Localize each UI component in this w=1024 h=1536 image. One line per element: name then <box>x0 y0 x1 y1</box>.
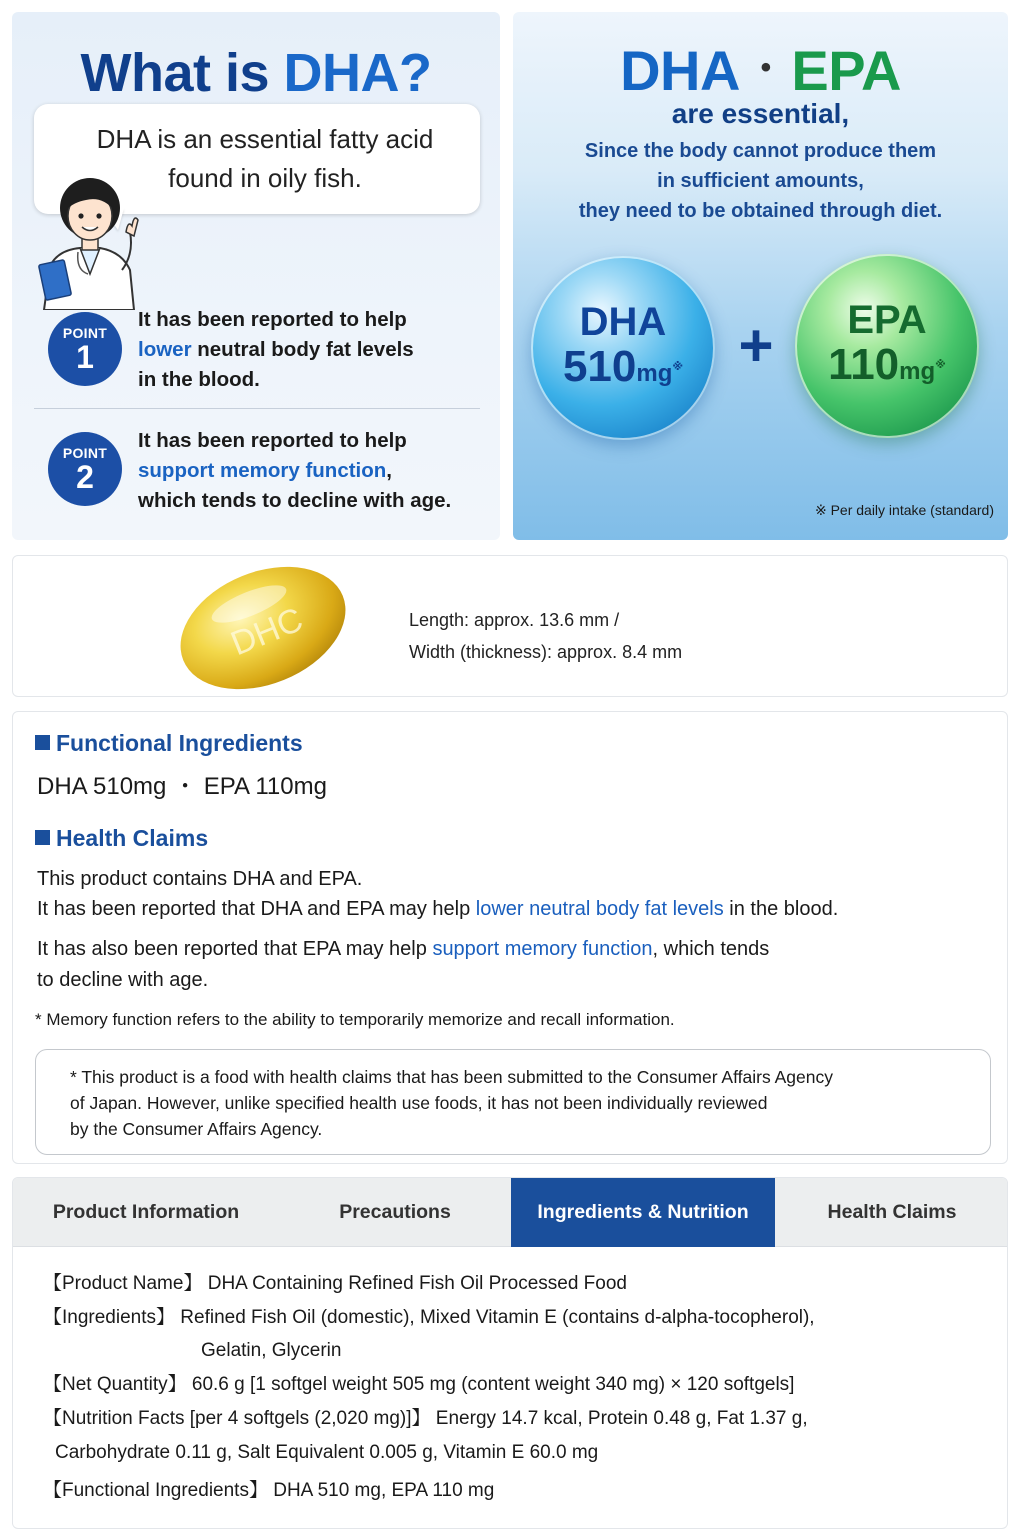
functional-ingredients-heading: Functional Ingredients <box>35 730 303 757</box>
what-is-dha-panel <box>12 12 500 540</box>
spec-ingredients: 【Ingredients】 Refined Fish Oil (domestic), Mixed Vitamin E (contains d-alpha-tocopherol), <box>43 1307 815 1328</box>
capsule-logo-text: DHC <box>225 600 309 664</box>
spec-net-quantity: 【Net Quantity】 60.6 g [1 softgel weight 505 mg (content weight 340 mg) × 120 softgels] <box>43 1374 795 1395</box>
functional-ingredients-value: DHA 510mg ・ EPA 110mg <box>37 773 327 800</box>
tab-ingredients-nutrition[interactable]: Ingredients & Nutrition <box>511 1178 775 1247</box>
doctor-illustration-icon <box>30 170 150 310</box>
epa-amount-orb: EPA 110mg※ <box>795 254 979 438</box>
functional-info-card <box>12 711 1008 1164</box>
spec-nutrition-facts-cont: Carbohydrate 0.11 g, Salt Equivalent 0.005 g, Vitamin E 60.0 mg <box>55 1442 599 1463</box>
spec-product-name: 【Product Name】 DHA Containing Refined Fish Oil Processed Food <box>43 1273 627 1294</box>
dha-epa-essential-panel <box>513 12 1008 540</box>
point-2-badge: POINT 2 <box>48 432 122 506</box>
point-2-text: It has been reported to help support memory function, which tends to decline with age. <box>138 429 452 512</box>
dha-epa-title: DHA ・ EPA <box>620 39 901 102</box>
softgel-capsule-icon <box>173 560 353 692</box>
claim-line-2: It has been reported that DHA and EPA may help lower neutral body fat levels in the blood. <box>37 898 839 920</box>
consumer-agency-notice: * This product is a food with health claims that has been submitted to the Consumer Affairs Agency of Japan. However, unlike specified health use foods, it has not been individually reviewed by the Consumer Affairs Agency. <box>35 1049 991 1155</box>
square-bullet-icon <box>35 830 50 845</box>
essential-subtitle: are essential, <box>671 98 850 129</box>
what-is-dha-title: What is DHA? <box>80 43 432 103</box>
capsule-dimensions: Length: approx. 13.6 mm / Width (thickness): approx. 8.4 mm <box>409 610 683 662</box>
points-divider <box>34 408 480 409</box>
point-1-badge: POINT 1 <box>48 312 122 386</box>
tab-precautions[interactable]: Precautions <box>339 1201 451 1223</box>
spec-ingredients-cont: Gelatin, Glycerin <box>201 1340 342 1361</box>
health-claims-heading: Health Claims <box>35 825 208 852</box>
tab-product-information[interactable]: Product Information <box>52 1201 240 1223</box>
dha-amount-orb: DHA 510mg※ <box>531 256 715 440</box>
daily-intake-note: ※ Per daily intake (standard) <box>814 502 994 518</box>
dha-amount: 510mg※ <box>562 342 684 391</box>
spec-nutrition-facts: 【Nutrition Facts [per 4 softgels (2,020 mg)]】 Energy 14.7 kcal, Protein 0.48 g, Fat 1.37 g, <box>43 1408 808 1429</box>
speech-bubble-text: DHA is an essential fatty acid found in oily fish. <box>96 124 434 193</box>
point-1-text: It has been reported to help lower neutral body fat levels in the blood. <box>138 308 414 391</box>
plus-sign: + <box>738 312 774 379</box>
square-bullet-icon <box>35 735 50 750</box>
tab-health-claims[interactable]: Health Claims <box>827 1201 957 1223</box>
epa-amount: 110mg※ <box>828 340 946 389</box>
tab-bar <box>13 1178 1008 1247</box>
essential-description: Since the body cannot produce them in sufficient amounts, they need to be obtained through diet. <box>578 140 943 222</box>
claim-line-3: It has also been reported that EPA may help support memory function, which tends to decline with age. <box>37 938 770 991</box>
memory-function-note: * Memory function refers to the ability to temporarily memorize and recall information. <box>35 1010 675 1029</box>
product-details-tabs <box>12 1177 1008 1529</box>
spec-functional-ingredients: 【Functional Ingredients】 DHA 510 mg, EPA 110 mg <box>43 1480 495 1501</box>
capsule-size-card <box>12 555 1008 697</box>
claim-line-1: This product contains DHA and EPA. <box>37 868 363 890</box>
